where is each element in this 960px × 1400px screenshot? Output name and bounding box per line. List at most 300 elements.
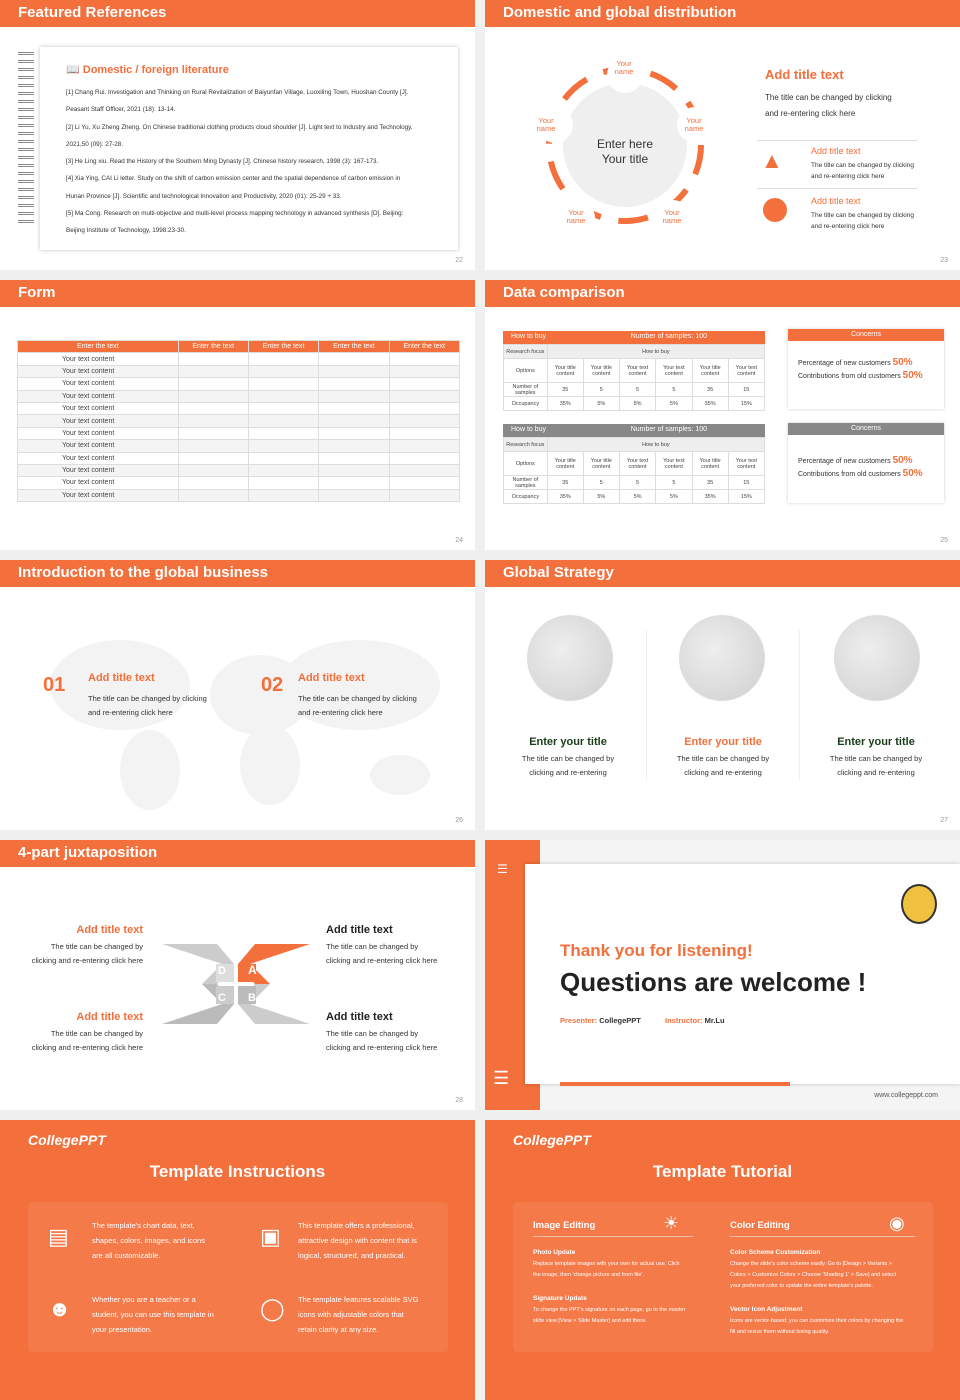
- signature-title: Signature Update: [533, 1295, 587, 1302]
- head-mid: Number of samples: 100: [630, 333, 707, 340]
- slide-featured-references[interactable]: [0, 0, 475, 270]
- page-number: 25: [940, 537, 948, 544]
- line: Replace template images with your own for actual use. Click: [533, 1261, 680, 1267]
- presenter-line: [560, 1016, 725, 1025]
- university-logo: [901, 884, 937, 924]
- main-desc: [765, 90, 892, 122]
- cell: Your title content: [547, 359, 583, 383]
- quad-letter: C: [218, 992, 226, 1004]
- cycle-center: [585, 137, 665, 167]
- table-cell: [178, 464, 248, 476]
- ref-line: 2021,50 (09): 27-28.: [66, 140, 124, 148]
- desc-line: The title can be changed by clicking: [765, 93, 892, 102]
- globe-image: [834, 615, 920, 701]
- item-title: Add title text: [76, 1011, 143, 1023]
- table-cell: [319, 464, 389, 476]
- color-desc: [730, 1259, 896, 1292]
- table-cell: [319, 427, 389, 439]
- presenter-label: Presenter:: [560, 1016, 598, 1025]
- table-cell: Your text content: [18, 477, 179, 489]
- concern-value: 50%: [892, 357, 913, 368]
- node-label: Your name: [536, 116, 556, 133]
- cell: 5%: [583, 397, 619, 411]
- table-cell: Your text content: [18, 440, 179, 452]
- table-row: [18, 390, 460, 402]
- item-desc: [811, 210, 914, 232]
- cell: 35: [547, 476, 583, 490]
- cell: Your text content: [619, 452, 655, 476]
- website-url[interactable]: www.collegeppt.com: [874, 1092, 938, 1099]
- table-row: [18, 353, 460, 365]
- item-title: Add title text: [298, 672, 365, 684]
- cell: 5%: [619, 490, 655, 504]
- table-cell: [178, 452, 248, 464]
- cell: Number of samples: [504, 383, 548, 397]
- page-number: 28: [455, 1097, 463, 1104]
- globe-image: [679, 615, 765, 701]
- collegeppt-logo: CollegePPT: [28, 1132, 106, 1148]
- concern-title: Concerns: [788, 423, 944, 435]
- slide-data-comparison[interactable]: [485, 280, 960, 550]
- cell: Your title content: [583, 452, 619, 476]
- desc-line: The title can be changed by clicking: [298, 694, 417, 703]
- desc-line: The title can be changed by: [50, 942, 143, 951]
- cell: 5: [583, 383, 619, 397]
- desc-line: The title can be changed by: [326, 942, 419, 951]
- table-cell: [319, 365, 389, 377]
- table-cell: Your text content: [18, 452, 179, 464]
- table-cell: [178, 378, 248, 390]
- cell: 5: [619, 383, 655, 397]
- table-cell: [248, 427, 318, 439]
- page-number: 24: [455, 537, 463, 544]
- desc-line: The title can be changed by: [829, 754, 923, 763]
- desc-line: clicking and re-entering click here: [326, 956, 438, 965]
- strategy-item: [811, 736, 941, 780]
- table-row: [18, 365, 460, 377]
- cell: 35: [547, 383, 583, 397]
- head-mid: Number of samples: 100: [630, 426, 707, 433]
- table-cell: [389, 452, 459, 464]
- slide-global-strategy[interactable]: [485, 560, 960, 830]
- instruction-text: [92, 1218, 205, 1263]
- book-icon: 📖: [66, 64, 80, 76]
- page-number: 26: [455, 817, 463, 824]
- ref-line: Beijing Institute of Technology, 1998:23-30.: [66, 227, 186, 235]
- table-cell: [319, 489, 389, 501]
- cell: 35%: [692, 397, 728, 411]
- main-title: Add title text: [765, 67, 844, 82]
- table-row: [18, 464, 460, 476]
- table-cell: [178, 415, 248, 427]
- desc-line: The title can be changed by: [326, 1029, 419, 1038]
- table-cell: Your text content: [18, 365, 179, 377]
- presenter-name: CollegePPT: [599, 1016, 641, 1025]
- table-cell: [248, 378, 318, 390]
- line: retain clarity at any size.: [298, 1325, 379, 1334]
- table-cell: [248, 464, 318, 476]
- cell: 15%: [728, 397, 764, 411]
- heading-text: Domestic / foreign literature: [82, 64, 229, 76]
- table-cell: [248, 402, 318, 414]
- quad-item: [32, 1011, 143, 1055]
- line: fill and resize them without losing quality.: [730, 1329, 830, 1335]
- column-header: Enter the text: [18, 341, 179, 353]
- table-head: [503, 424, 765, 437]
- line: your presentation.: [92, 1325, 153, 1334]
- slide-template-tutorial[interactable]: [485, 1120, 960, 1400]
- table-cell: [248, 489, 318, 501]
- table-cell: [389, 427, 459, 439]
- four-arrow-diagram: [162, 944, 310, 1024]
- cell: Your title content: [583, 359, 619, 383]
- desc-line: clicking and re-entering click here: [31, 1043, 143, 1052]
- slide-title: Domestic and global distribution: [485, 0, 960, 27]
- table-cell: [389, 365, 459, 377]
- table-cell: [178, 390, 248, 402]
- desc-line: The title can be changed by clicking: [811, 212, 914, 219]
- collegeppt-logo: CollegePPT: [513, 1132, 591, 1148]
- cell: 5%: [656, 490, 692, 504]
- line: Colors > Customize Colors > Choose 'Shading 1' > Save] and select: [730, 1272, 897, 1278]
- cell: 15: [728, 476, 764, 490]
- slide-title: Template Instructions: [149, 1162, 326, 1181]
- table-cell: [319, 390, 389, 402]
- table-cell: Your text content: [18, 464, 179, 476]
- data-table: [503, 344, 765, 411]
- concerns-card: [788, 423, 944, 503]
- table-cell: Your text content: [18, 353, 179, 365]
- table-cell: [319, 415, 389, 427]
- ref-line: [4] Xia Ying, CAI Li letter. Study on the shift of carbon emission center and the spatial dependence of carbon emission in: [66, 175, 401, 183]
- desc-line: and re-entering click here: [765, 109, 856, 118]
- cell: Your text content: [728, 452, 764, 476]
- head-left: How to buy: [511, 426, 547, 433]
- desc-line: clicking and re-entering click here: [31, 956, 143, 965]
- menu-icon[interactable]: ☰: [497, 862, 508, 876]
- quad-letter: A: [248, 963, 257, 977]
- data-table: [503, 437, 765, 504]
- table-cell: [178, 440, 248, 452]
- item-title: Add title text: [76, 924, 143, 936]
- cell: Your title content: [547, 452, 583, 476]
- ref-line: Peasant Staff Officer, 2021 (18): 13-14.: [66, 106, 176, 114]
- cell: 35%: [547, 490, 583, 504]
- cell: 5: [656, 476, 692, 490]
- cell: 5%: [583, 490, 619, 504]
- item-title: Add title text: [811, 146, 861, 156]
- page-number: 27: [940, 817, 948, 824]
- table-cell: [248, 415, 318, 427]
- slide-title: 4-part juxtaposition: [0, 840, 475, 867]
- table-cell: [248, 353, 318, 365]
- desc-line: and re-entering click here: [88, 708, 173, 717]
- line: shapes, colors, images, and icons: [92, 1236, 205, 1245]
- cell: How to buy: [547, 345, 764, 359]
- item-title: Add title text: [326, 924, 393, 936]
- concern-title: Concerns: [788, 329, 944, 341]
- node-label: Your name: [662, 208, 682, 225]
- concern-value: 50%: [902, 468, 923, 479]
- line: To change the PPT's signature on each page, go to the master: [533, 1307, 686, 1313]
- table-cell: [248, 452, 318, 464]
- item-desc: [811, 160, 914, 182]
- ref-line: Hunan Province [J]. Scientific and technological Innovation and Productivity, 2020 (01): 25-29 + 33.: [66, 192, 342, 200]
- quad-item: [326, 924, 437, 968]
- color-editing-head: Color Editing: [730, 1220, 790, 1231]
- table-cell: Your text content: [18, 390, 179, 402]
- slide-juxtaposition[interactable]: [0, 840, 475, 1110]
- table-cell: [319, 353, 389, 365]
- line: attractive design with content that is: [298, 1236, 417, 1245]
- table-cell: Your text content: [18, 489, 179, 501]
- quad-letter: B: [248, 992, 256, 1004]
- thanks-text: Thank you for listening!: [560, 941, 753, 960]
- folder-icon: ▣: [260, 1224, 281, 1249]
- table-cell: [178, 427, 248, 439]
- lightbulb-icon: ☀: [663, 1213, 680, 1233]
- slide-template-instructions[interactable]: [0, 1120, 475, 1400]
- line: This template offers a professional,: [298, 1221, 415, 1230]
- document-icon: ▤: [48, 1224, 69, 1249]
- table-cell: [389, 477, 459, 489]
- ref-line: [5] Ma Cong. Research on multi-objective and multi-level process mapping technology in advanced synthesis [D]. Beijing:: [66, 210, 404, 218]
- line: The template's chart data, text,: [92, 1221, 195, 1230]
- cell: How to buy: [547, 438, 764, 452]
- cell: 5: [583, 476, 619, 490]
- column-header: Enter the text: [319, 341, 389, 353]
- vector-desc: [730, 1316, 903, 1338]
- table-cell: Your text content: [18, 415, 179, 427]
- line: icons with adjustable colors that: [298, 1310, 404, 1319]
- photo-desc: [533, 1259, 680, 1281]
- desc-line: clicking and re-entering click here: [326, 1043, 438, 1052]
- ref-line: [1] Chang Rui. Investigation and Thinking on Rural Revitalization of Baiyunfan Village, Luoxiling Town, Huoshan County [J].: [66, 89, 409, 96]
- photo-title: Photo Update: [533, 1249, 576, 1256]
- cell: 35: [692, 383, 728, 397]
- table-cell: [248, 477, 318, 489]
- image-editing-head: Image Editing: [533, 1220, 596, 1231]
- table-cell: Your text content: [18, 378, 179, 390]
- cell: Options: [504, 359, 548, 383]
- cell: Research focus: [504, 345, 548, 359]
- cell: 15: [728, 383, 764, 397]
- strategy-item: [658, 736, 788, 780]
- desc-line: The title can be changed by: [50, 1029, 143, 1038]
- table-row: [18, 402, 460, 414]
- ref-line: [3] He Ling xiu. Read the History of the Southern Ming Dynasty [J]. Chinese history research, 1998 (3): 167-173.: [66, 158, 379, 166]
- table-cell: [319, 378, 389, 390]
- cell: Your text content: [656, 452, 692, 476]
- reference-heading: [66, 63, 229, 76]
- accent-bar: [560, 1082, 790, 1086]
- column-header: Enter the text: [178, 341, 248, 353]
- concern-label: Contributions from old customers: [798, 373, 901, 380]
- cell: 35%: [692, 490, 728, 504]
- item-number: 02: [261, 674, 284, 696]
- quad-item: [32, 924, 143, 968]
- table-cell: [178, 353, 248, 365]
- globe-image: [527, 615, 613, 701]
- item-title: Add title text: [88, 672, 155, 684]
- table-row: [18, 477, 460, 489]
- desc-line: and re-entering click here: [811, 173, 885, 180]
- item-title: Enter your title: [529, 736, 607, 748]
- slide-distribution[interactable]: [485, 0, 960, 270]
- form-table: [17, 340, 460, 502]
- table-cell: [389, 353, 459, 365]
- cell: Your title content: [692, 452, 728, 476]
- table-cell: [248, 440, 318, 452]
- concern-label: Percentage of new customers: [798, 360, 891, 367]
- desc-line: The title can be changed by clicking: [88, 694, 207, 703]
- questions-text: Questions are welcome !: [560, 967, 867, 997]
- desc-line: clicking and re-entering: [684, 768, 762, 777]
- concern-label: Contributions from old customers: [798, 471, 901, 478]
- concern-line: [788, 370, 944, 381]
- palette-icon: ◉: [889, 1213, 905, 1233]
- table-cell: [389, 415, 459, 427]
- cell: 5%: [619, 397, 655, 411]
- table-row: [18, 378, 460, 390]
- cell: Research focus: [504, 438, 548, 452]
- table-cell: [389, 390, 459, 402]
- concern-line: [788, 357, 944, 368]
- instruction-text: [298, 1218, 417, 1263]
- table-cell: [389, 378, 459, 390]
- item-title: Add title text: [811, 196, 861, 206]
- cell: Occupancy: [504, 397, 548, 411]
- node-label: Your name: [566, 208, 586, 225]
- table-cell: [389, 464, 459, 476]
- item-desc: [298, 692, 417, 720]
- strategy-item: [503, 736, 633, 780]
- basketball-icon: ◯: [260, 1296, 285, 1321]
- globe-icon: [763, 198, 787, 222]
- concern-line: [788, 455, 944, 466]
- desc-line: and re-entering click here: [298, 708, 383, 717]
- china-map-icon: ▲: [761, 148, 783, 173]
- item-number: 01: [43, 674, 66, 696]
- table-cell: [389, 402, 459, 414]
- instructor-label: Instructor:: [664, 1016, 703, 1025]
- desc-line: The title can be changed by: [676, 754, 770, 763]
- table-cell: [178, 489, 248, 501]
- cell: Number of samples: [504, 476, 548, 490]
- slide-form[interactable]: [0, 280, 475, 550]
- quad-letter: D: [218, 965, 226, 977]
- slide-title: Data comparison: [485, 280, 960, 307]
- table-cell: [248, 365, 318, 377]
- table-cell: [319, 477, 389, 489]
- cell: Your text content: [619, 359, 655, 383]
- column-header: Enter the text: [248, 341, 318, 353]
- line: slide view [View > Slide Master] and edit there.: [533, 1318, 647, 1324]
- line: Whether you are a teacher or a: [92, 1295, 196, 1304]
- node-label: Your name: [684, 116, 704, 133]
- slide-global-business[interactable]: [0, 560, 475, 830]
- center-line: Enter here: [596, 137, 654, 151]
- concern-value: 50%: [892, 455, 913, 466]
- item-title: Add title text: [326, 1011, 393, 1023]
- desc-line: and re-entering click here: [811, 223, 885, 230]
- table-cell: [178, 402, 248, 414]
- line: are all customizable.: [92, 1251, 161, 1260]
- desc-line: The title can be changed by: [521, 754, 615, 763]
- concerns-card: [788, 329, 944, 409]
- slide-title: Introduction to the global business: [0, 560, 475, 587]
- slide-title: Form: [0, 280, 475, 307]
- line: logical, structured, and practical.: [298, 1251, 406, 1260]
- table-row: [18, 415, 460, 427]
- table-cell: [178, 365, 248, 377]
- vector-title: Vector Icon Adjustment: [730, 1306, 803, 1313]
- cell: 15%: [728, 490, 764, 504]
- comparison-table-2: [503, 424, 765, 504]
- column-header: Enter the text: [389, 341, 459, 353]
- quad-item: [326, 1011, 437, 1055]
- reference-card: [40, 47, 458, 250]
- line: student, you can use this template in: [92, 1310, 214, 1319]
- table-cell: [319, 402, 389, 414]
- notebook-spiral: [18, 52, 38, 228]
- table-row: [18, 489, 460, 501]
- slide-title: Featured References: [0, 0, 475, 27]
- table-cell: Your text content: [18, 427, 179, 439]
- slide-title: Global Strategy: [485, 560, 960, 587]
- concern-label: Percentage of new customers: [798, 458, 891, 465]
- slide-thank-you[interactable]: [485, 840, 960, 1110]
- ref-line: [2] Li Yu, Xu Zheng Zheng. On Chinese traditional clothing products cloud shoulder [J]. Light text to Industry and Technology,: [66, 123, 413, 131]
- line: The template features scalable SVG: [298, 1295, 419, 1304]
- cell: Occupancy: [504, 490, 548, 504]
- line: Icons are vector-based; you can customize their colors by changing the: [730, 1318, 904, 1324]
- table-cell: [389, 440, 459, 452]
- item-desc: [88, 692, 207, 720]
- cell: Your text content: [728, 359, 764, 383]
- table-cell: [389, 489, 459, 501]
- color-title: Color Scheme Customization: [730, 1249, 821, 1256]
- desc-line: clicking and re-entering: [837, 768, 915, 777]
- cell: Your title content: [692, 359, 728, 383]
- cell: 5: [619, 476, 655, 490]
- instructor-name: Mr.Lu: [704, 1016, 725, 1025]
- head-left: How to buy: [511, 333, 547, 340]
- concern-value: 50%: [902, 370, 923, 381]
- teacher-icon: ☻: [48, 1296, 72, 1321]
- cell: 5: [656, 383, 692, 397]
- table-row: [18, 427, 460, 439]
- table-head: [503, 331, 765, 344]
- line: your preferred color to update the entire template's palette.: [730, 1283, 873, 1289]
- page-number: 22: [455, 257, 463, 264]
- center-line: Your title: [601, 152, 649, 166]
- cell: 35%: [547, 397, 583, 411]
- table-row: [18, 452, 460, 464]
- concern-line: [788, 468, 944, 479]
- slide-title: Template Tutorial: [652, 1162, 793, 1181]
- instruction-text: [298, 1292, 418, 1337]
- cell: Your text content: [656, 359, 692, 383]
- table-cell: [319, 452, 389, 464]
- page-number: 23: [940, 257, 948, 264]
- line: Change the slide's color scheme easily. Go to [Design > Variants >: [730, 1261, 892, 1267]
- item-title: Enter your title: [837, 736, 915, 748]
- cell: 35: [692, 476, 728, 490]
- node-label: Your name: [614, 59, 634, 76]
- desc-line: The title can be changed by clicking: [811, 162, 914, 169]
- reference-list: [66, 84, 456, 240]
